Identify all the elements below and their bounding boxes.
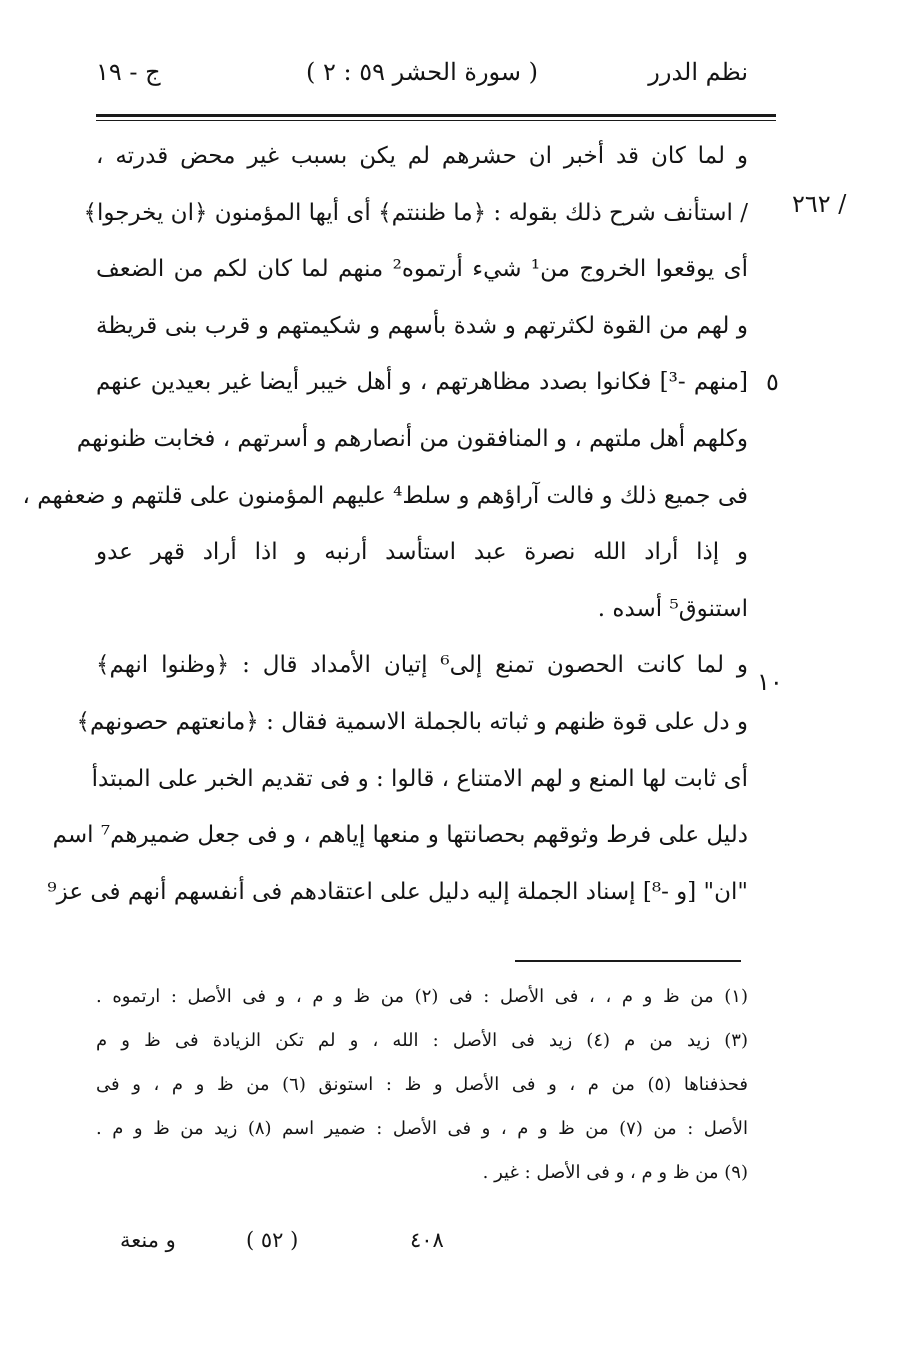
footnote-line: (٩) من ظ و م ، و فى الأصل : غير . [482,1162,748,1183]
text-line: "ان" [و -⁸] إسناد الجملة إليه دليل على اعتقادهم فى أنفسهم أنهم فى عز⁹ [47,878,748,905]
text-line: [منهم -³] فكانوا بصدد مظاهرتهم ، و أهل خيبر أيضا غير بعيدين عنهم [96,369,748,396]
catchword: و منعة [120,1228,176,1252]
text-line: / استأنف شرح ذلك بقوله : ﴿ما ظننتم﴾ أى أيها المؤمنون ﴿ان يخرجوا﴾ [83,199,748,226]
surah-reference: ( سورة الحشر ٥٩ : ٢ ) [305,58,539,86]
text-line: و لهم من القوة لكثرتهم و شدة بأسهم و شكيمتهم و قرب بنى قريظة [96,312,748,339]
line-number-5: ٥ [766,368,779,396]
main-text [22,128,748,920]
text-line: وكلهم أهل ملتهم ، و المنافقون من أنصارهم و أسرتهم ، فخابت ظنونهم [76,425,748,452]
page-number: ٤٠٨ [410,1228,444,1252]
text-line: و إذا أراد الله نصرة عبد استأسد أرنبه و اذا أراد قهر عدو [96,539,748,566]
text-line: و دل على قوة ظنهم و ثباته بالجملة الاسمية فقال : ﴿مانعتهم حصونهم﴾ [76,708,748,735]
footnotes [96,975,748,1195]
text-line: و لما كانت الحصون تمنع إلى⁶ إتيان الأمداد قال : ﴿وظنوا انهم﴾ [96,652,748,679]
text-line: دليل على فرط وثوقهم بحصانتها و منعها إياهم ، و فى جعل ضميرهم⁷ اسم [52,822,748,849]
book-title: نظم الدرر [648,58,748,86]
text-line: أى يوقعوا الخروج من¹ شيء أرتموه² منهم لما كان لكم من الضعف [96,256,748,283]
manuscript-folio-ref: ٢٦٢ / [792,190,847,218]
footnote-line: الأصل : من (٧) من ظ و م ، و فى الأصل : ضمير اسم (٨) زيد من ظ و م . [96,1118,748,1139]
footnote-line: (١) من ظ و م ، ، فى الأصل : فى (٢) من ظ و م ، و فى الأصل : ارتموه . [96,986,748,1007]
footnote-line: فحذفناها (٥) من م ، و فى الأصل و ظ : استونق (٦) من ظ و م ، و فى [96,1074,748,1095]
volume-number: ج - ١٩ [96,58,161,86]
text-line: و لما كان قد أخبر ان حشرهم لم يكن بسبب غير محض قدرته ، [96,143,748,169]
line-number-10: ١٠ [757,668,783,696]
running-header [96,58,748,98]
header-rule-thick [96,114,776,117]
header-rule-thin [96,120,776,121]
footnote-separator [515,960,741,962]
text-line: استنوق⁵ أسده . [597,595,748,622]
text-line: أى ثابت لها المنع و لهم الامتناع ، قالوا : و فى تقديم الخبر على المبتدأ [91,765,748,792]
footnote-line: (٣) زيد من م (٤) زيد فى الأصل : الله ، و لم تكن الزيادة فى ظ و م [96,1030,748,1051]
signature-mark: ( ٥٢ ) [246,1228,299,1252]
text-line: فى جميع ذلك و فالت آراؤهم و سلط⁴ عليهم المؤمنون على قلتهم و ضعفهم ، [22,482,748,509]
